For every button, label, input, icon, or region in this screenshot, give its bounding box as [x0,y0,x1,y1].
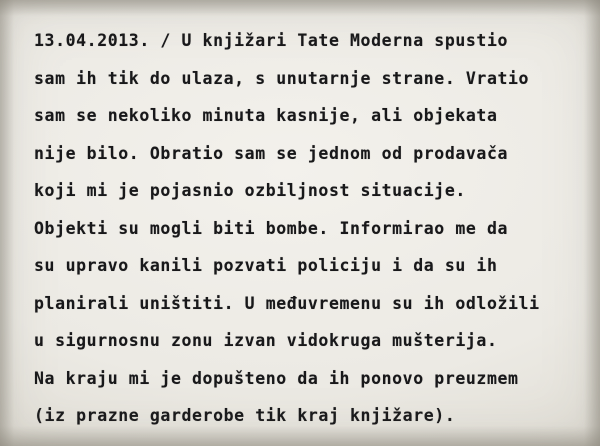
note-line: nije bilo. Obratio sam se jednom od prodavača [34,143,509,163]
paper-left-shadow [0,0,14,446]
note-text-block [34,22,574,435]
note-line: koji mi je pojasnio ozbiljnost situacije. [34,181,466,200]
note-line: sam ih tik do ulaza, s unutarnje strane. Vratio [34,68,530,88]
note-line: Objekti su mogli biti bombe. Informirao me da [34,218,509,238]
note-line: Na kraju mi je dopušteno da ih ponovo preuzmem [34,368,519,388]
note-line: 13.04.2013. / U knjižari Tate Moderna spustio [34,31,509,50]
note-line: (iz prazne garderobe tik kraj knjižare). [34,406,456,425]
note-line: planirali uništiti. U međuvremenu su ih odložili [34,293,540,313]
paper-right-shadow [584,0,600,446]
note-line: sam se nekoliko minuta kasnije, ali objekata [34,106,498,125]
note-line: su upravo kanili pozvati policiju i da su ih [34,256,498,275]
note-line: u sigurnosnu zonu izvan vidokruga mušterija. [34,331,498,350]
paper-top-shadow [0,0,600,16]
